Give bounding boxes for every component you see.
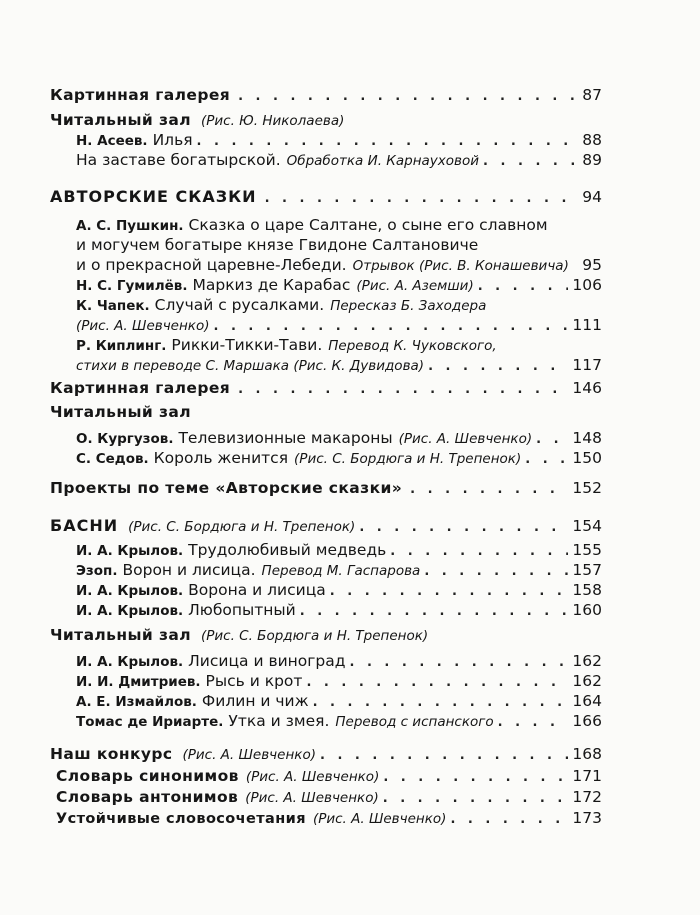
illustrator-note: (Рис. А. Шевченко) xyxy=(245,769,380,785)
work-title: Ворона и лисица xyxy=(188,581,326,599)
author-name: И. И. Дмитриев. xyxy=(76,674,201,690)
author-name: Р. Киплинг. xyxy=(76,338,167,354)
work-title: Рысь и крот xyxy=(205,672,303,690)
toc-entry xyxy=(76,451,602,467)
author-name: Н. С. Гумилёв. xyxy=(76,278,188,294)
toc-entry xyxy=(50,88,602,104)
illustrator-note: (Рис. С. Бордюга и Н. Трепенок) xyxy=(294,451,522,467)
work-title-continued: и могучем богатыре князе Гвидоне Салтановиче xyxy=(76,236,479,254)
page-number: 171 xyxy=(572,767,602,785)
page-number: 158 xyxy=(572,581,602,599)
illustrator-note: (Рис. Ю. Николаева) xyxy=(200,113,345,129)
translation-note: Перевод К. Чуковского, xyxy=(328,338,497,354)
toc-entry xyxy=(50,518,602,535)
section-title: Проекты по теме «Авторские сказки» xyxy=(50,479,403,497)
toc-entry xyxy=(76,583,602,599)
dot-leader xyxy=(450,813,568,826)
work-title: Маркиз де Карабас xyxy=(192,276,351,294)
page-number: 95 xyxy=(582,256,602,274)
author-name: И. А. Крылов. xyxy=(76,583,184,599)
excerpt-note: Отрывок (Рис. В. Конашевича) xyxy=(352,258,569,274)
section-heading: БАСНИ xyxy=(50,516,119,535)
toc-entry xyxy=(50,381,602,397)
work-title: На заставе богатырской. xyxy=(76,151,281,169)
page-number: 89 xyxy=(582,151,602,169)
toc-entry xyxy=(56,769,602,785)
dot-leader xyxy=(238,90,576,103)
work-title: Филин и чиж xyxy=(201,692,309,710)
page-number: 166 xyxy=(572,712,602,730)
page-number: 106 xyxy=(572,276,602,294)
toc-entry xyxy=(76,278,602,294)
toc-entry xyxy=(76,694,602,710)
toc-entry-continued xyxy=(76,258,602,274)
author-name: И. А. Крылов. xyxy=(76,654,184,670)
dot-leader xyxy=(383,792,569,805)
dot-leader xyxy=(349,656,568,669)
dot-leader xyxy=(478,280,569,293)
page-number: 154 xyxy=(572,517,602,535)
toc-entry xyxy=(76,218,548,234)
page-number: 162 xyxy=(572,652,602,670)
illustrator-note: (Рис. А. Шевченко) xyxy=(182,747,316,763)
toc-entry xyxy=(56,811,602,827)
dot-leader xyxy=(483,155,576,168)
dot-leader xyxy=(428,360,568,373)
dot-leader xyxy=(383,771,568,784)
page-number: 152 xyxy=(572,479,602,497)
author-name: А. Е. Измайлов. xyxy=(76,694,197,710)
page-number: 148 xyxy=(572,429,602,447)
translation-note: стихи в переводе С. Маршака (Рис. К. Дувидова) xyxy=(76,358,425,374)
dot-leader xyxy=(424,565,568,578)
page-number: 160 xyxy=(572,601,602,619)
section-title: Наш конкурс xyxy=(50,745,173,763)
author-name: Эзоп. xyxy=(76,563,118,579)
page-number: 173 xyxy=(572,809,602,827)
work-title: Король женится xyxy=(153,449,289,467)
dot-leader xyxy=(330,585,569,598)
author-name: И. А. Крылов. xyxy=(76,543,184,559)
section-title: Читальный зал xyxy=(50,403,191,421)
work-title: Илья xyxy=(152,131,193,149)
work-title: Лисица и виноград xyxy=(188,652,346,670)
section-title: Читальный зал xyxy=(50,111,191,129)
toc-entry xyxy=(50,189,602,206)
illustrator-note: (Рис. С. Бордюга и Н. Трепенок) xyxy=(128,519,356,535)
illustrator-note: (Рис. А. Шевченко) xyxy=(245,790,379,806)
page-number: 111 xyxy=(572,316,602,334)
toc-entry xyxy=(50,113,602,129)
author-name: О. Кургузов. xyxy=(76,431,174,447)
section-title: Словарь антонимов xyxy=(56,788,239,806)
toc-entry xyxy=(56,790,602,806)
dot-leader xyxy=(197,135,576,148)
dot-leader xyxy=(498,716,569,729)
page-number: 150 xyxy=(572,449,602,467)
work-title-continued: и о прекрасной царевне-Лебеди. xyxy=(76,256,347,274)
toc-entry xyxy=(50,747,602,763)
author-name: Томас де Ириарте. xyxy=(76,714,224,730)
toc-entry xyxy=(76,133,602,149)
toc-entry xyxy=(50,628,428,644)
dot-leader xyxy=(313,696,569,709)
toc-entry-continued xyxy=(76,358,602,374)
dot-leader xyxy=(320,749,568,762)
work-title: Утка и змея. xyxy=(228,712,330,730)
toc-entry xyxy=(76,298,486,314)
toc-entry xyxy=(76,543,602,559)
page-number: 146 xyxy=(572,379,602,397)
toc-entry-continued xyxy=(76,318,602,334)
toc-entry xyxy=(76,654,602,670)
toc-entry xyxy=(50,405,195,421)
dot-leader xyxy=(265,192,576,205)
work-title: Рикки-Тикки-Тави. xyxy=(171,336,323,354)
toc-entry xyxy=(76,431,602,447)
page-number: 87 xyxy=(582,86,602,104)
section-heading: АВТОРСКИЕ СКАЗКИ xyxy=(50,187,257,206)
work-title: Телевизионные макароны xyxy=(178,429,393,447)
page-number: 94 xyxy=(582,188,602,206)
toc-entry xyxy=(76,563,602,579)
illustrator-note: (Рис. А. Шевченко) xyxy=(398,431,533,447)
illustrator-note: (Рис. А. Шевченко) xyxy=(76,318,210,334)
toc-entry xyxy=(76,714,602,730)
page-number: 157 xyxy=(572,561,602,579)
dot-leader xyxy=(238,383,568,396)
work-title: Любопытный xyxy=(188,601,296,619)
author-name: Н. Асеев. xyxy=(76,133,148,149)
illustrator-note: (Рис. А. Аземши) xyxy=(356,278,474,294)
toc-entry xyxy=(76,674,602,690)
translation-note: Перевод с испанского xyxy=(335,714,494,730)
dot-leader xyxy=(214,320,569,333)
toc-entry xyxy=(76,338,497,354)
page-number: 155 xyxy=(572,541,602,559)
work-title: Сказка о царе Салтане, о сыне его славном xyxy=(188,216,548,234)
toc-entry xyxy=(76,153,602,169)
illustrator-note: (Рис. С. Бордюга и Н. Трепенок) xyxy=(200,628,429,644)
work-title: Ворон и лисица. xyxy=(122,561,256,579)
translation-note: Перевод М. Гаспарова xyxy=(261,563,421,579)
page-number: 168 xyxy=(572,745,602,763)
dot-leader xyxy=(300,605,569,618)
page-number: 164 xyxy=(572,692,602,710)
section-title: Словарь синонимов xyxy=(56,767,239,785)
page-number: 172 xyxy=(572,788,602,806)
section-title: Читальный зал xyxy=(50,626,191,644)
retelling-note: Пересказ Б. Заходера xyxy=(330,298,487,314)
adaptation-note: Обработка И. Карнауховой xyxy=(286,153,480,169)
dot-leader xyxy=(390,545,568,558)
dot-leader xyxy=(525,453,568,466)
page-number: 162 xyxy=(572,672,602,690)
author-name: И. А. Крылов. xyxy=(76,603,184,619)
author-name: С. Седов. xyxy=(76,451,149,467)
section-title: Картинная галерея xyxy=(50,86,231,104)
dot-leader xyxy=(410,483,568,496)
illustrator-note: (Рис. А. Шевченко) xyxy=(312,811,447,827)
author-name: А. С. Пушкин. xyxy=(76,218,184,234)
section-title: Устойчивые словосочетания xyxy=(56,811,306,827)
toc-entry xyxy=(50,481,602,497)
page-number: 117 xyxy=(572,356,602,374)
author-name: К. Чапек. xyxy=(76,298,150,314)
page-number: 88 xyxy=(582,131,602,149)
dot-leader xyxy=(359,521,568,534)
work-title: Случай с русалками. xyxy=(154,296,325,314)
dot-leader xyxy=(536,433,568,446)
dot-leader xyxy=(306,676,568,689)
section-title: Картинная галерея xyxy=(50,379,231,397)
toc-entry xyxy=(76,603,602,619)
work-title: Трудолюбивый медведь xyxy=(188,541,387,559)
